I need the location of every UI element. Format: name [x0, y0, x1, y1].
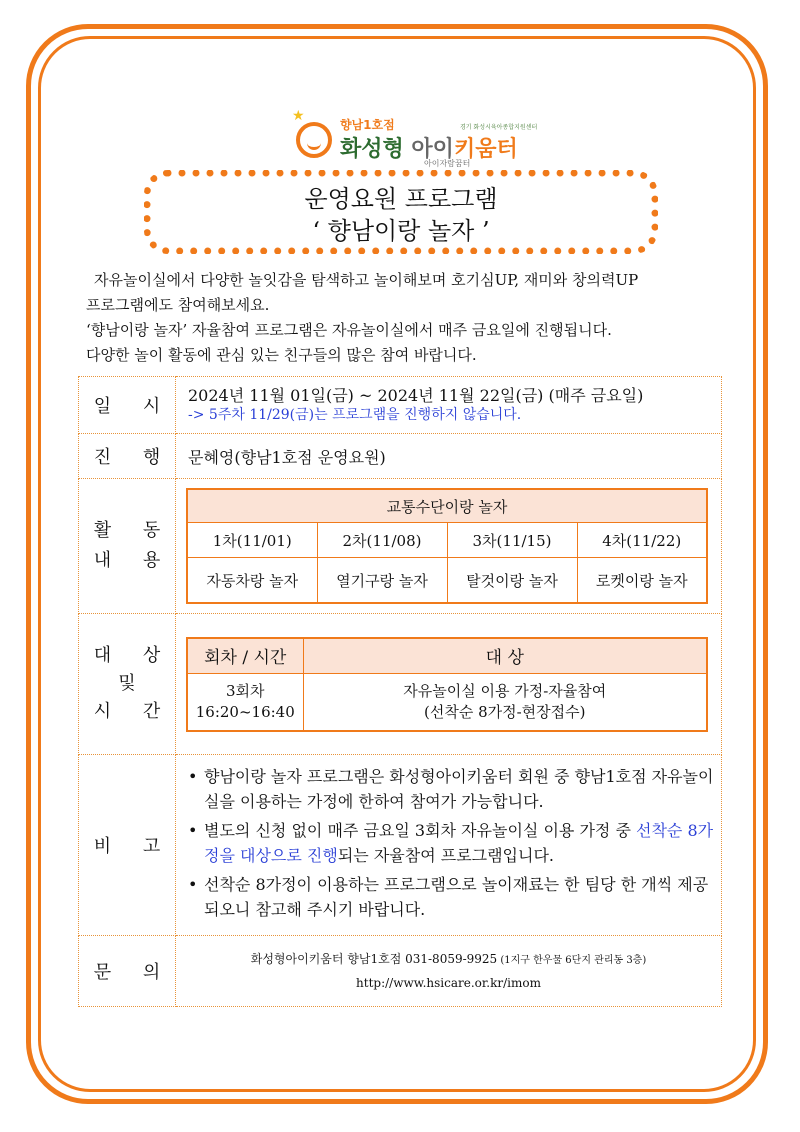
target-row [79, 614, 722, 755]
logo-branch: 향남1호점 [340, 118, 395, 132]
notes-row [79, 755, 722, 936]
note-item: • 선착순 8가정이 이용하는 프로그램으로 놀이재료는 한 팀당 한 개씩 제공되오니 참고해 주시기 바랍니다. [188, 875, 709, 919]
contact-address: 화성형아이키움터 향남1호점 031-8059-9925 (1지구 한우물 6단지 관리동 3층) [250, 952, 647, 966]
schedule-dates: 2024년 11월 01일(금) ~ 2024년 11월 22일(금) (매주 금요일) [188, 386, 644, 405]
activity-title: 로켓이랑 놀자 [577, 558, 707, 604]
activity-round: 3차(11/15) [447, 523, 577, 558]
note-item: • 별도의 신청 없이 매주 금요일 3회차 자유놀이실 이용 가정 중 선착순 8가정을 대상으로 진행되는 자율참여 프로그램입니다. [188, 821, 714, 865]
schedule-notice: -> 5주차 11/29(금)는 프로그램을 진행하지 않습니다. [188, 407, 522, 423]
schedule-content [176, 377, 722, 434]
activity-label: 활 동 내 용 [79, 479, 176, 614]
target-label: 대 상 및 시 간 [79, 614, 176, 755]
title-line2: ‘ 향남이랑 놀자 ’ [312, 217, 490, 245]
target-col2-header: 대 상 [303, 638, 707, 674]
title-box [144, 170, 658, 254]
contact-label: 문 의 [79, 936, 176, 1007]
intro-line3: ‘향남이랑 놀자’ 자율참여 프로그램은 자유놀이실에서 매주 금요일에 진행됩니다. [86, 321, 612, 339]
activity-round: 4차(11/22) [577, 523, 707, 558]
target-col1-header: 회차 / 시간 [187, 638, 303, 674]
logo-name-part2: 아이 [411, 137, 454, 162]
contact-url[interactable]: http://www.hsicare.or.kr/imom [356, 976, 541, 990]
target-content [176, 614, 722, 755]
progress-label: 진 행 [79, 434, 176, 479]
intro-line1: 자유놀이실에서 다양한 놀잇감을 탐색하고 놀이해보며 호기심UP, 재미와 창의력UP [94, 271, 639, 289]
star-icon: ★ [292, 108, 305, 124]
activity-round: 1차(11/01) [187, 523, 317, 558]
title-line1: 운영요원 프로그램 [304, 185, 498, 213]
activity-round: 2차(11/08) [317, 523, 447, 558]
target-desc: 자유놀이실 이용 가정-자율참여 (선착순 8가정-현장접수) [303, 673, 707, 731]
logo-sub: 아이자람꿈터 [424, 159, 471, 168]
activity-content [176, 479, 722, 614]
notes-label: 비 고 [79, 755, 176, 936]
target-table [186, 637, 708, 732]
contact-row [79, 936, 722, 1007]
activity-title: 자동차랑 놀자 [187, 558, 317, 604]
activity-header: 교통수단이랑 놀자 [187, 489, 707, 523]
smile-face-icon [296, 122, 332, 158]
activity-table [186, 488, 708, 604]
contact-content [176, 936, 722, 1007]
logo [292, 108, 556, 172]
logo-org: 경기 화성시육아종합지원센터 [460, 124, 538, 131]
intro-line4: 다양한 놀이 활동에 관심 있는 친구들의 많은 참여 바랍니다. [86, 346, 477, 364]
note-highlight: 선착순 8가정을 대상으로 진행 [204, 821, 714, 865]
intro-text [86, 268, 726, 368]
activity-title: 탈것이랑 놀자 [447, 558, 577, 604]
intro-line2: 프로그램에도 참여해보세요. [86, 296, 270, 314]
schedule-label: 일 시 [79, 377, 176, 434]
progress-row [79, 434, 722, 479]
schedule-row [79, 377, 722, 434]
activity-title: 열기구랑 놀자 [317, 558, 447, 604]
logo-name-part1: 화성형 [340, 137, 412, 162]
note-item: • 향남이랑 놀자 프로그램은 화성형아이키움터 회원 중 향남1호점 자유놀이실을 이용하는 가정에 한하여 참여가 가능합니다. [188, 767, 714, 811]
progress-value: 문혜영(향남1호점 운영요원) [176, 434, 722, 479]
activity-row [79, 479, 722, 614]
info-table [78, 376, 722, 1007]
notes-content [176, 755, 722, 936]
target-session: 3회차 16:20~16:40 [187, 673, 303, 731]
logo-name-part3: 키움터 [453, 137, 518, 162]
